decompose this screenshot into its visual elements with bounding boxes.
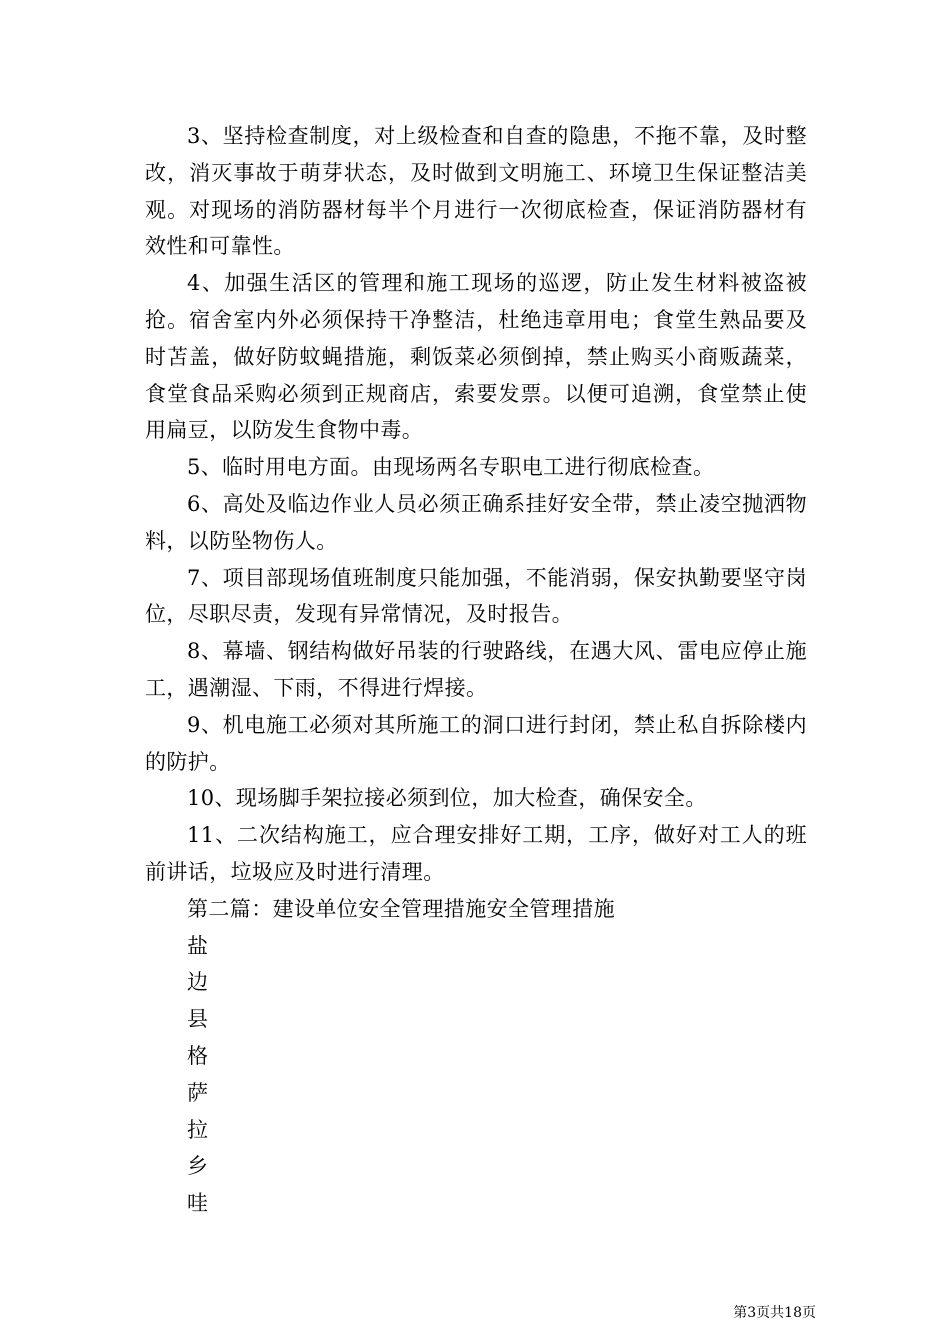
- paragraph-item-6: 6、高处及临边作业人员必须正确系挂好安全带，禁止凌空抛洒物料，以防坠物伤人。: [145, 491, 807, 553]
- vertical-char: 盐: [187, 933, 208, 958]
- vertical-char: 拉: [187, 1117, 208, 1142]
- paragraph-item-7: 7、项目部现场值班制度只能加强，不能消弱，保安执勤要坚守岗位，尽职尽责，发现有异常情况，及时报告。: [145, 565, 807, 627]
- vertical-char: 乡: [187, 1154, 208, 1179]
- section-heading: 第二篇：建设单位安全管理措施安全管理措施: [187, 896, 615, 921]
- paragraph-item-8: 8、幕墙、钢结构做好吊装的行驶路线，在遇大风、雷电应停止施工，遇潮湿、下雨，不得进行焊接。: [145, 639, 807, 700]
- paragraph-item-4: 4、加强生活区的管理和施工现场的巡逻，防止发生材料被盗被抢。宿舍室内外必须保持干净整洁，杜绝违章用电；食堂生熟品要及时苫盖，做好防蚊蝇措施，剩饭菜必须倒掉，禁止购买小商贩蔬菜，食堂食品采购必须到正规商店，索要发票。以便可追溯，食堂禁止使用扁豆，以防发生食物中毒。: [145, 271, 807, 443]
- paragraph-item-10: 10、现场脚手架拉接必须到位，加大检查，确保安全。: [187, 786, 707, 811]
- vertical-text: [145, 928, 807, 1222]
- vertical-char: 县: [187, 1007, 208, 1032]
- vertical-char: 边: [187, 970, 208, 995]
- vertical-char: 格: [187, 1043, 208, 1068]
- vertical-char: 萨: [187, 1080, 208, 1105]
- vertical-char: 哇: [187, 1191, 208, 1216]
- paragraph-item-3: 3、坚持检查制度，对上级检查和自查的隐患，不拖不靠，及时整改，消灭事故于萌芽状态，及时做到文明施工、环境卫生保证整洁美观。对现场的消防器材每半个月进行一次彻底检查，保证消防器材有效性和可靠性。: [145, 124, 807, 259]
- paragraph-item-11: 11、二次结构施工，应合理安排好工期，工序，做好对工人的班前讲话，垃圾应及时进行清理。: [145, 823, 807, 884]
- document-body: [145, 118, 807, 1222]
- page-number: 第3页共18页: [733, 1305, 816, 1321]
- paragraph-item-9: 9、机电施工必须对其所施工的洞口进行封闭，禁止私自拆除楼内的防护。: [145, 712, 807, 774]
- paragraph-item-5: 5、临时用电方面。由现场两名专职电工进行彻底检查。: [187, 455, 715, 480]
